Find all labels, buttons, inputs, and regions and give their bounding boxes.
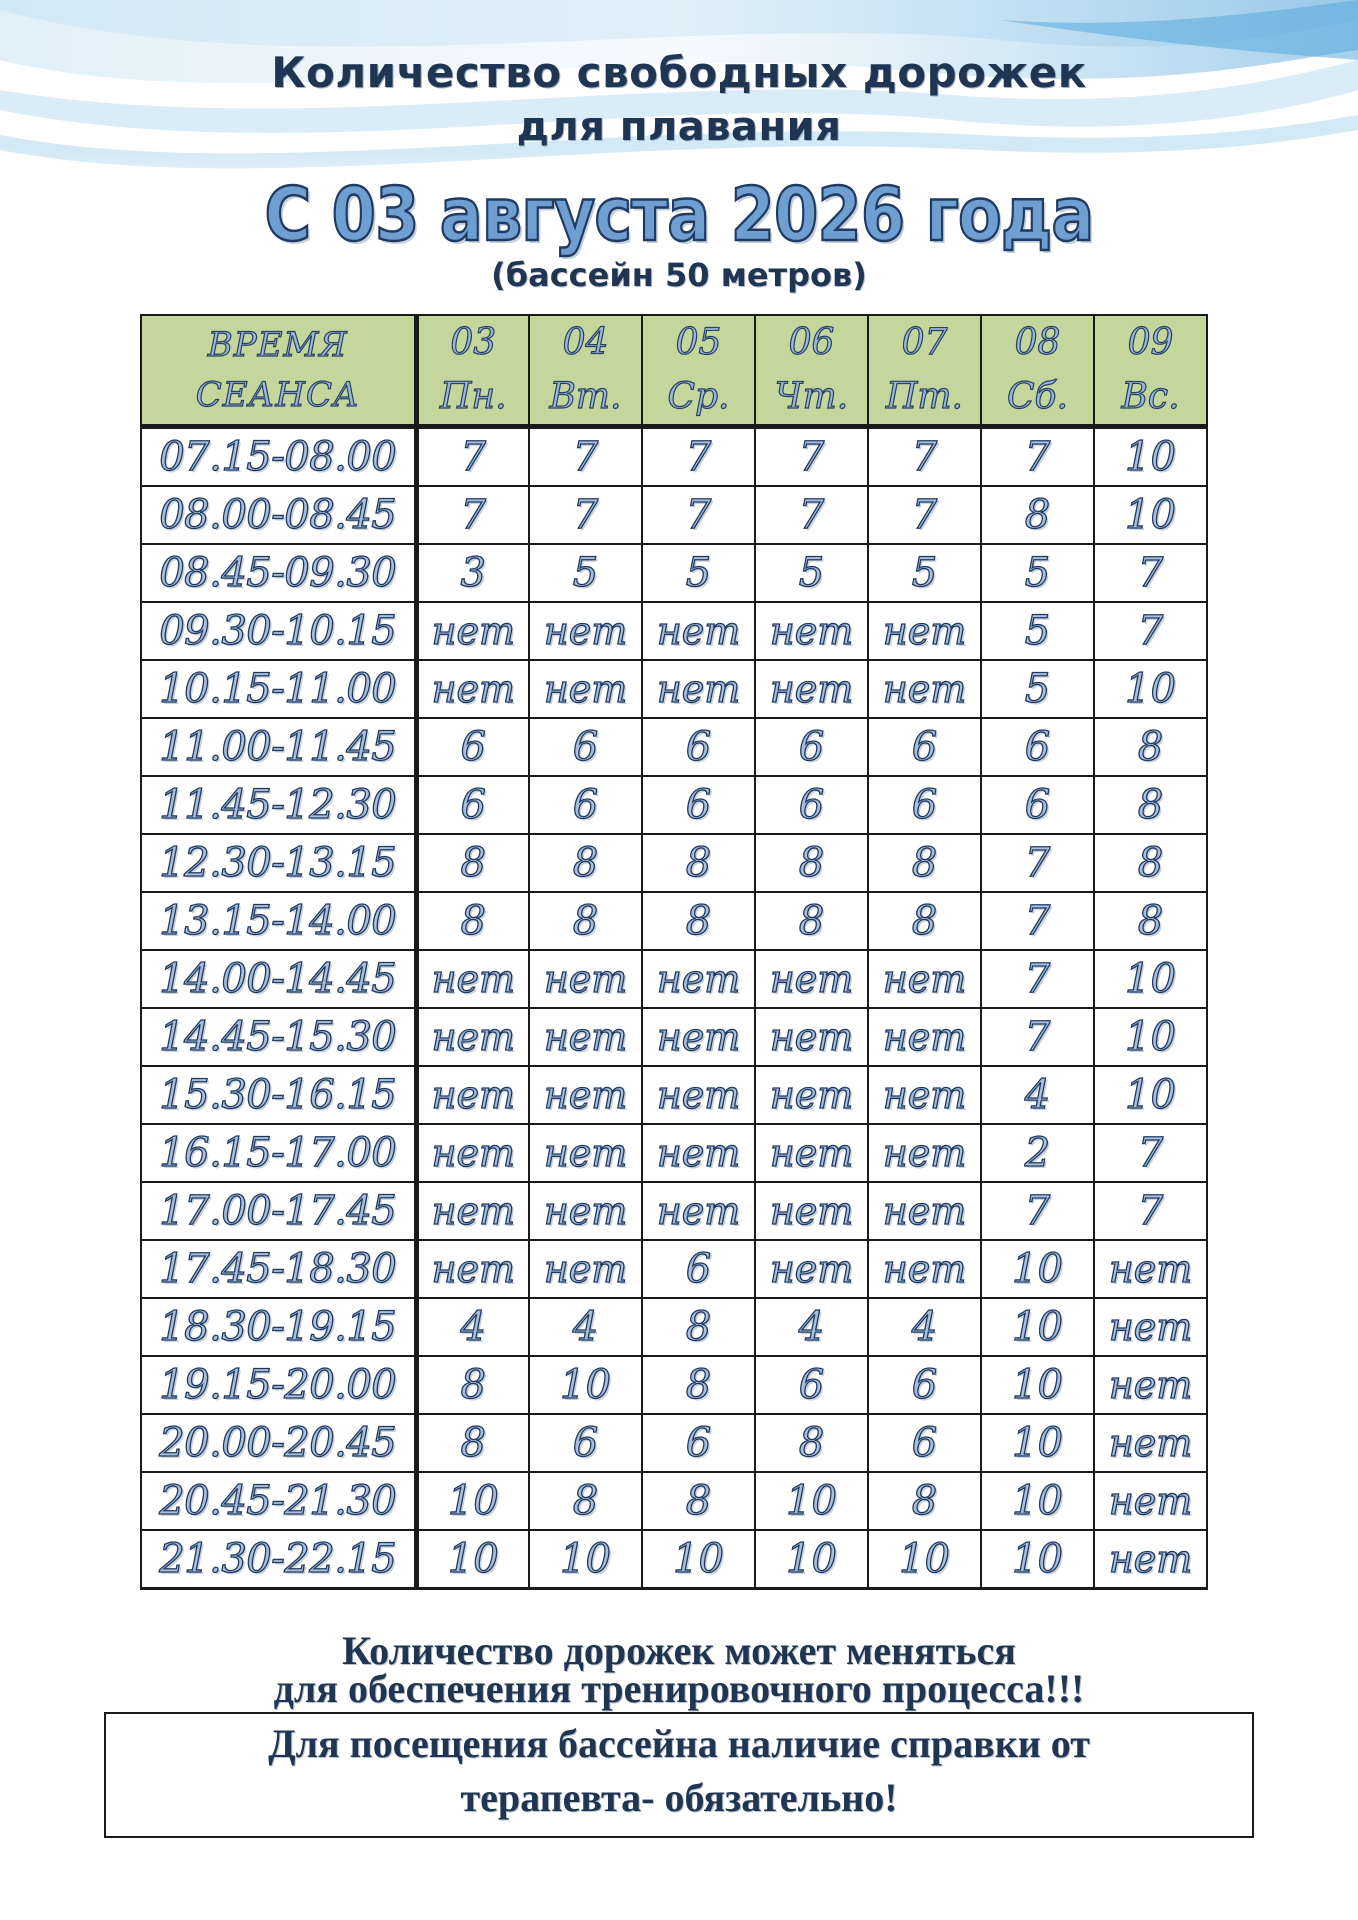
session-time-cell: 09.30-10.15: [141, 602, 416, 660]
lane-count-cell: 6: [755, 718, 868, 776]
lane-count-cell: 6: [529, 776, 642, 834]
lane-count-cell: 6: [868, 1414, 981, 1472]
lane-count-cell: 6: [868, 1356, 981, 1414]
lane-count-cell: 7: [755, 486, 868, 544]
lane-count-cell: нет: [529, 950, 642, 1008]
day-header: [416, 315, 529, 427]
lane-count-cell: 7: [755, 427, 868, 487]
lane-count-cell: 10: [868, 1530, 981, 1589]
lane-count-cell: 8: [529, 892, 642, 950]
lane-count-cell: нет: [416, 1124, 529, 1182]
lane-count-cell: нет: [529, 1182, 642, 1240]
lane-count-cell: 8: [642, 1298, 755, 1356]
lane-count-cell: нет: [1094, 1240, 1207, 1298]
lane-count-cell: 10: [416, 1472, 529, 1530]
lane-count-cell: нет: [642, 1008, 755, 1066]
time-column-header: [141, 315, 416, 427]
lane-count-cell: 8: [642, 892, 755, 950]
table-row: [141, 1472, 1207, 1530]
session-time-cell: 21.30-22.15: [141, 1530, 416, 1589]
time-header-line2: СЕАНСА: [195, 375, 360, 415]
warning-line-1: Для посещения бассейна наличие справки от: [268, 1721, 1090, 1766]
lane-count-cell: 6: [642, 1414, 755, 1472]
table-row: [141, 544, 1207, 602]
table-row: [141, 950, 1207, 1008]
lane-count-cell: 8: [416, 892, 529, 950]
table-row: [141, 892, 1207, 950]
lane-count-cell: 6: [529, 718, 642, 776]
lane-count-cell: нет: [868, 1066, 981, 1124]
day-number: 06: [788, 322, 835, 363]
lane-count-cell: нет: [642, 1066, 755, 1124]
warning-box: [104, 1712, 1254, 1838]
lane-count-cell: 4: [529, 1298, 642, 1356]
lane-count-cell: нет: [529, 1240, 642, 1298]
day-abbr: Вс.: [1121, 376, 1180, 417]
lane-count-cell: нет: [868, 950, 981, 1008]
lane-count-cell: нет: [868, 1124, 981, 1182]
table-row: [141, 427, 1207, 487]
header-row: [141, 315, 1207, 427]
lane-count-cell: 6: [529, 1414, 642, 1472]
date-title: С 03 августа 2026 года: [264, 172, 1094, 258]
lane-count-cell: нет: [755, 602, 868, 660]
lane-count-cell: 6: [755, 776, 868, 834]
lane-count-cell: нет: [755, 660, 868, 718]
lane-count-cell: 10: [981, 1356, 1094, 1414]
lane-count-cell: 7: [416, 427, 529, 487]
lane-count-cell: 3: [416, 544, 529, 602]
lane-count-cell: 10: [1094, 486, 1207, 544]
lane-count-cell: 7: [981, 834, 1094, 892]
lane-count-cell: 8: [642, 1356, 755, 1414]
lane-count-cell: 6: [868, 718, 981, 776]
lane-count-cell: 4: [416, 1298, 529, 1356]
lane-count-cell: нет: [1094, 1530, 1207, 1589]
lane-count-cell: 7: [1094, 602, 1207, 660]
lane-count-cell: 4: [981, 1066, 1094, 1124]
lane-count-cell: 10: [1094, 1008, 1207, 1066]
lane-count-cell: 8: [755, 834, 868, 892]
table-row: [141, 776, 1207, 834]
session-time-cell: 14.00-14.45: [141, 950, 416, 1008]
lane-count-cell: 10: [981, 1414, 1094, 1472]
session-time-cell: 18.30-19.15: [141, 1298, 416, 1356]
lane-count-cell: 8: [642, 834, 755, 892]
lane-count-cell: 8: [868, 1472, 981, 1530]
table-row: [141, 1066, 1207, 1124]
day-abbr: Вт.: [549, 376, 622, 417]
day-number: 03: [450, 322, 497, 363]
lane-count-cell: нет: [868, 1240, 981, 1298]
lane-count-cell: 7: [1094, 1182, 1207, 1240]
lane-count-cell: нет: [755, 1008, 868, 1066]
day-header: [642, 315, 755, 427]
lane-count-cell: 6: [981, 776, 1094, 834]
session-time-cell: 14.45-15.30: [141, 1008, 416, 1066]
session-time-cell: 10.15-11.00: [141, 660, 416, 718]
lane-count-cell: 6: [755, 1356, 868, 1414]
title-line-2: для плавания: [516, 104, 842, 150]
table-row: [141, 1414, 1207, 1472]
lane-count-cell: 10: [981, 1240, 1094, 1298]
lane-count-cell: нет: [416, 1008, 529, 1066]
table-row: [141, 660, 1207, 718]
table-row: [141, 1298, 1207, 1356]
lane-count-cell: 4: [868, 1298, 981, 1356]
lane-count-cell: 7: [416, 486, 529, 544]
lane-count-cell: нет: [868, 602, 981, 660]
lane-count-cell: 8: [1094, 834, 1207, 892]
lane-count-cell: 5: [981, 602, 1094, 660]
lane-count-cell: нет: [416, 950, 529, 1008]
lane-count-cell: 10: [1094, 427, 1207, 487]
session-time-cell: 16.15-17.00: [141, 1124, 416, 1182]
lane-count-cell: нет: [1094, 1356, 1207, 1414]
lane-count-cell: 8: [529, 1472, 642, 1530]
lane-count-cell: 7: [1094, 1124, 1207, 1182]
time-header-line1: ВРЕМЯ: [207, 325, 348, 365]
lane-count-cell: 8: [416, 834, 529, 892]
lane-count-cell: 7: [981, 1008, 1094, 1066]
lane-count-cell: нет: [642, 1124, 755, 1182]
lane-count-cell: нет: [642, 1182, 755, 1240]
lane-count-cell: нет: [755, 1240, 868, 1298]
day-header: [755, 315, 868, 427]
session-time-cell: 20.45-21.30: [141, 1472, 416, 1530]
day-header: [981, 315, 1094, 427]
table-row: [141, 1530, 1207, 1589]
title-line-1: Количество свободных дорожек: [271, 48, 1087, 97]
lane-count-cell: 10: [1094, 1066, 1207, 1124]
lane-count-cell: 7: [529, 427, 642, 487]
note-line-1: Количество дорожек может меняться: [342, 1628, 1016, 1673]
lane-count-cell: нет: [868, 660, 981, 718]
lane-count-cell: 10: [1094, 660, 1207, 718]
lane-count-cell: нет: [416, 602, 529, 660]
day-number: 07: [901, 322, 948, 363]
lane-count-cell: 6: [416, 776, 529, 834]
table-row: [141, 1182, 1207, 1240]
lane-count-cell: 6: [981, 718, 1094, 776]
lane-count-cell: нет: [642, 950, 755, 1008]
lane-count-cell: 6: [416, 718, 529, 776]
session-time-cell: 11.45-12.30: [141, 776, 416, 834]
session-time-cell: 20.00-20.45: [141, 1414, 416, 1472]
schedule-body: [141, 427, 1207, 1589]
lane-count-cell: нет: [416, 1066, 529, 1124]
lane-count-cell: 7: [529, 486, 642, 544]
lane-count-cell: 6: [642, 776, 755, 834]
lane-count-cell: 10: [981, 1298, 1094, 1356]
lane-count-cell: 8: [1094, 892, 1207, 950]
lane-count-cell: 7: [642, 486, 755, 544]
lane-count-cell: нет: [868, 1008, 981, 1066]
lane-count-cell: нет: [529, 660, 642, 718]
lane-count-cell: 8: [1094, 718, 1207, 776]
table-row: [141, 1008, 1207, 1066]
session-time-cell: 12.30-13.15: [141, 834, 416, 892]
lane-count-cell: 10: [1094, 950, 1207, 1008]
session-time-cell: 15.30-16.15: [141, 1066, 416, 1124]
lane-count-cell: нет: [1094, 1414, 1207, 1472]
day-number: 04: [562, 322, 609, 363]
lane-count-cell: 8: [755, 1414, 868, 1472]
lane-count-cell: 7: [868, 486, 981, 544]
lane-count-cell: 7: [981, 1182, 1094, 1240]
lane-count-cell: 7: [642, 427, 755, 487]
day-abbr: Пн.: [439, 376, 507, 417]
lane-count-cell: 10: [642, 1530, 755, 1589]
session-time-cell: 13.15-14.00: [141, 892, 416, 950]
lane-count-cell: 8: [416, 1356, 529, 1414]
session-time-cell: 19.15-20.00: [141, 1356, 416, 1414]
lane-count-cell: нет: [868, 1182, 981, 1240]
lane-count-cell: 10: [755, 1530, 868, 1589]
lane-count-cell: 8: [868, 834, 981, 892]
lane-count-cell: 10: [529, 1356, 642, 1414]
lane-count-cell: 5: [981, 544, 1094, 602]
lane-count-cell: 7: [981, 950, 1094, 1008]
session-time-cell: 08.45-09.30: [141, 544, 416, 602]
lane-count-cell: 4: [755, 1298, 868, 1356]
table-row: [141, 718, 1207, 776]
table-row: [141, 1240, 1207, 1298]
lane-count-cell: нет: [755, 1182, 868, 1240]
lane-count-cell: нет: [642, 660, 755, 718]
session-time-cell: 17.45-18.30: [141, 1240, 416, 1298]
lane-count-cell: 5: [755, 544, 868, 602]
note-line-2: для обеспечения тренировочного процесса!!!: [273, 1666, 1085, 1711]
day-number: 05: [675, 322, 722, 363]
session-time-cell: 08.00-08.45: [141, 486, 416, 544]
lane-count-cell: 5: [868, 544, 981, 602]
lane-count-cell: нет: [1094, 1298, 1207, 1356]
lane-count-cell: нет: [416, 1240, 529, 1298]
lane-count-cell: 5: [529, 544, 642, 602]
table-row: [141, 1124, 1207, 1182]
lane-count-cell: нет: [416, 1182, 529, 1240]
session-time-cell: 11.00-11.45: [141, 718, 416, 776]
day-abbr: Ср.: [667, 376, 730, 417]
lane-count-cell: 5: [642, 544, 755, 602]
lane-count-cell: 10: [981, 1530, 1094, 1589]
lane-count-cell: нет: [755, 1066, 868, 1124]
table-row: [141, 486, 1207, 544]
lane-count-cell: 7: [868, 427, 981, 487]
lane-count-cell: 6: [868, 776, 981, 834]
table-row: [141, 834, 1207, 892]
day-header: [868, 315, 981, 427]
day-number: 09: [1127, 322, 1174, 363]
session-time-cell: 17.00-17.45: [141, 1182, 416, 1240]
lane-count-cell: 10: [529, 1530, 642, 1589]
warning-line-2: терапевта- обязательно!: [460, 1775, 898, 1820]
lane-count-cell: нет: [529, 1066, 642, 1124]
lane-count-cell: нет: [529, 1124, 642, 1182]
day-abbr: Сб.: [1007, 376, 1068, 417]
session-time-cell: 07.15-08.00: [141, 427, 416, 487]
table-row: [141, 1356, 1207, 1414]
lane-count-cell: 8: [416, 1414, 529, 1472]
lane-count-cell: 7: [1094, 544, 1207, 602]
lane-count-cell: 5: [981, 660, 1094, 718]
day-header: [1094, 315, 1207, 427]
lane-count-cell: нет: [416, 660, 529, 718]
lane-count-cell: 8: [529, 834, 642, 892]
day-abbr: Пт.: [886, 376, 963, 417]
lane-count-cell: 2: [981, 1124, 1094, 1182]
day-header: [529, 315, 642, 427]
lane-count-cell: нет: [755, 1124, 868, 1182]
lane-count-cell: 7: [981, 427, 1094, 487]
lane-count-cell: 8: [755, 892, 868, 950]
day-abbr: Чт.: [774, 376, 849, 417]
lane-count-cell: 10: [981, 1472, 1094, 1530]
table-row: [141, 602, 1207, 660]
lane-count-cell: нет: [755, 950, 868, 1008]
lane-count-cell: 8: [868, 892, 981, 950]
lane-count-cell: 8: [1094, 776, 1207, 834]
schedule-table: [140, 314, 1208, 1590]
pool-subtitle: (бассейн 50 метров): [491, 256, 867, 294]
lane-count-cell: нет: [529, 1008, 642, 1066]
lane-count-cell: 8: [642, 1472, 755, 1530]
day-number: 08: [1014, 322, 1061, 363]
lane-count-cell: 10: [755, 1472, 868, 1530]
lane-count-cell: нет: [529, 602, 642, 660]
lane-count-cell: нет: [1094, 1472, 1207, 1530]
lane-count-cell: 10: [416, 1530, 529, 1589]
lane-count-cell: 8: [981, 486, 1094, 544]
lane-count-cell: 6: [642, 718, 755, 776]
lane-count-cell: нет: [642, 602, 755, 660]
lane-count-cell: 6: [642, 1240, 755, 1298]
lane-count-cell: 7: [981, 892, 1094, 950]
